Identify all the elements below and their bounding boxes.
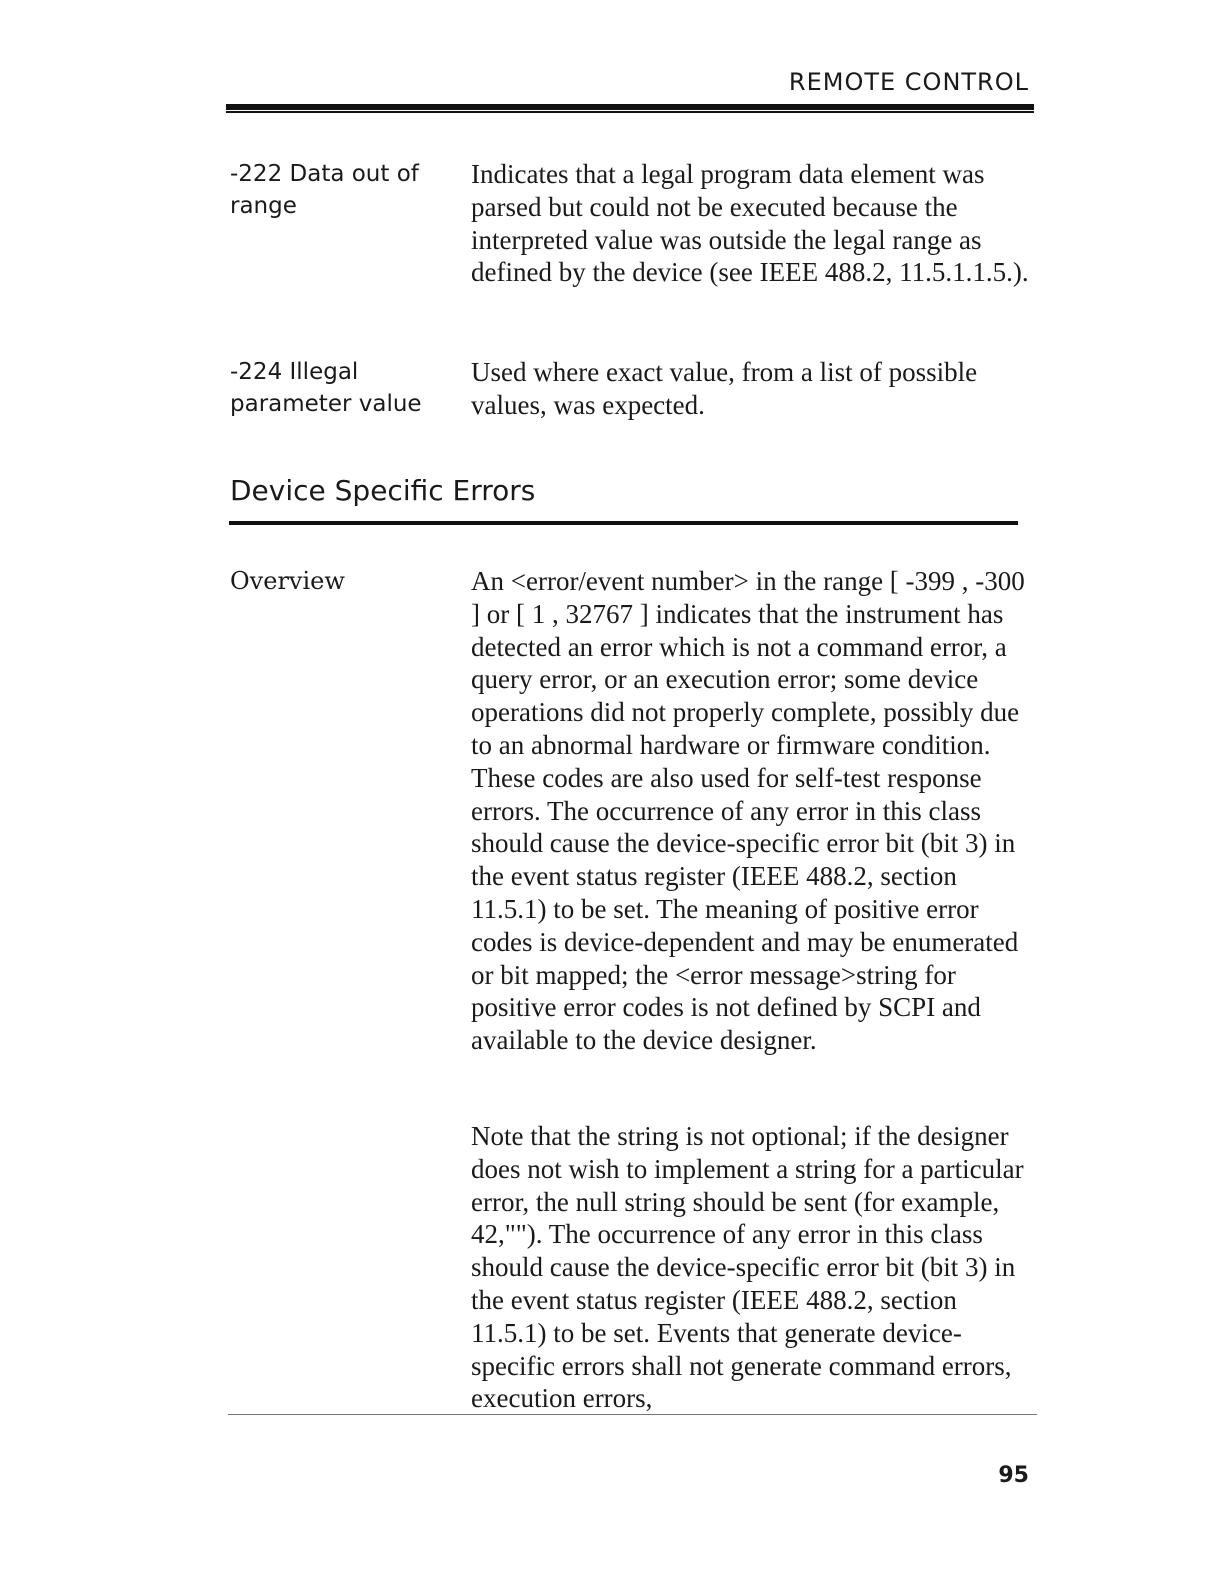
section-rule: [229, 521, 1018, 525]
page-number: 95: [998, 1463, 1029, 1488]
error-224-term-line2: parameter value: [230, 391, 422, 417]
error-222-term-line2: range: [230, 193, 297, 219]
overview-paragraph-1: An <error/event number> in the range [ -399 , -300 ] or [ 1 , 32767 ] indicates that the instrument has detected an error which is not a command error, a query error, or an execution error; some device operations did not properly complete, possibly due to an abnormal hardware or firmware condition. These codes are also used for self-test response errors. The occurrence of any error in this class should cause the device-specific error bit (bit 3) in the event status register (IEEE 488.2, section 11.5.1) to be set. The meaning of positive error codes is device-dependent and may be enumerated or bit mapped; the <error message>string for positive error codes is not defined by SCPI and available to the device designer.: [471, 566, 1025, 1056]
overview-paragraph-2: Note that the string is not optional; if the designer does not wish to implement a string for a particular error, the null string should be sent (for example, 42,""). The occurrence of any error in this class should cause the device-specific error bit (bit 3) in the event status register (IEEE 488.2, section 11.5.1) to be set. Events that generate device-specific errors shall not generate command errors, execution errors,: [471, 1121, 1024, 1414]
footer-rule: [228, 1414, 1037, 1415]
error-222-description: Indicates that a legal program data element was parsed but could not be executed because the interpreted value was outside the legal range as defined by the device (see IEEE 488.2, 11.5.1.1.5.).: [471, 159, 1029, 288]
error-224-term: [230, 356, 450, 420]
error-222-term: [230, 158, 450, 222]
error-224-description: Used where exact value, from a list of possible values, was expected.: [471, 357, 978, 420]
page-header-title: REMOTE CONTROL: [788, 68, 1029, 96]
header-rule: [226, 104, 1034, 110]
section-title: Device Specific Errors: [230, 474, 536, 507]
overview-label: Overview: [230, 567, 345, 595]
error-222-term-line1: -222 Data out of: [230, 161, 419, 187]
error-224-term-line1: -224 Illegal: [230, 359, 359, 385]
header-rule-thin: [226, 111, 1034, 113]
